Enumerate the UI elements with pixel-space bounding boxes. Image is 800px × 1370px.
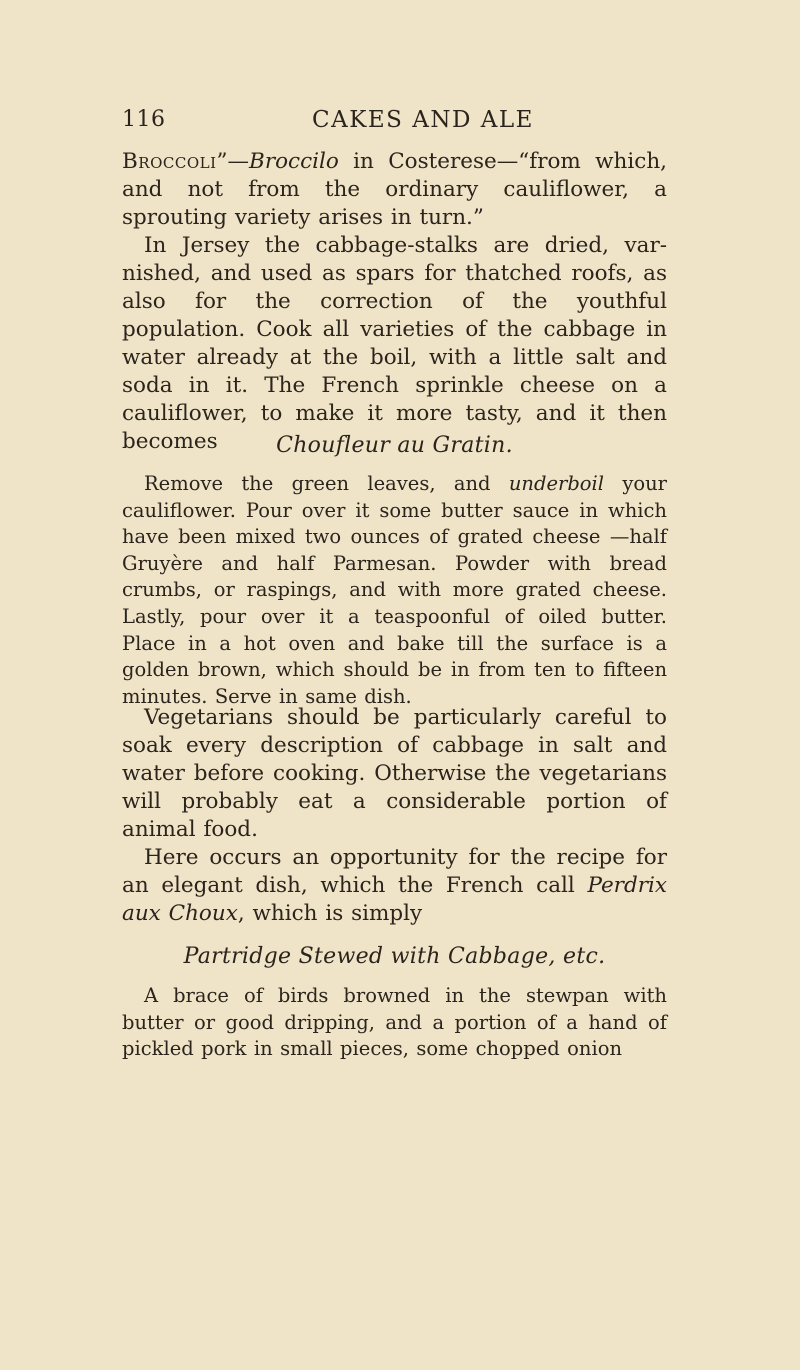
heading-choufleur: Choufleur au Gratin.: [276, 433, 513, 458]
running-title: CAKES AND ALE: [312, 107, 534, 133]
paragraph-jersey: In Jersey the cabbage-stalks are dried, var- nished, and used as spars for thatched roofs, as also for the correction of the youthful population. Cook all varieties of the cabbage in water already at the boil, with a little salt and soda in it. The French sprinkle cheese on a cauliflower, to make it more tasty, and it then becomes: [122, 233, 667, 454]
paragraph-broccoli: [122, 148, 667, 232]
page-number: 116: [122, 107, 166, 132]
perdrix-aux-choux: Perdrix aux Choux: [122, 873, 667, 926]
broccoli-lead: Broccoli: [122, 149, 217, 174]
paragraph-partridge-recipe: A brace of birds browned in the stewpan with butter or good dripping, and a portion of a hand of pickled pork in small pieces, some chopped onion: [122, 984, 667, 1061]
recipe-text-b: your cauliflower. Pour over it some butter sauce in which have been mixed two ounces of grated cheese —half Gruyère and half Parmesan. Powder with bread crumbs, or raspings, and with more grated cheese. Lastly, pour over it a teaspoonful of oiled butter. Place in a hot oven and bake till the surface is a golden brown, which should be in from ten to fifteen minutes. Serve in same dish.: [122, 472, 667, 708]
opportunity-text-a: Here occurs an opportunity for the recipe for an elegant dish, which the French call: [122, 845, 667, 898]
broccilo-word: Broccilo: [249, 149, 339, 174]
heading-partridge: Partridge Stewed with Cabbage, etc.: [183, 944, 606, 969]
recipe-text-a: Remove the green leaves, and: [144, 472, 509, 495]
paragraph-choufleur-recipe: [122, 471, 667, 710]
broccoli-quote: ”—: [216, 149, 250, 174]
underboil-word: underboil: [508, 472, 605, 495]
opportunity-text-b: , which is simply: [237, 901, 423, 926]
running-head: [122, 107, 662, 137]
paragraph-opportunity: [122, 844, 667, 928]
broccoli-text: in Costerese—“from which, and not from the ordinary cauliflower, a sprouting variety arises in turn.”: [122, 149, 667, 230]
paragraph-vegetarians: Vegetarians should be particularly careful to soak every description of cabbage in salt and water before cooking. Otherwise the vegetarians will probably eat a considerable portion of animal food.: [122, 705, 667, 842]
